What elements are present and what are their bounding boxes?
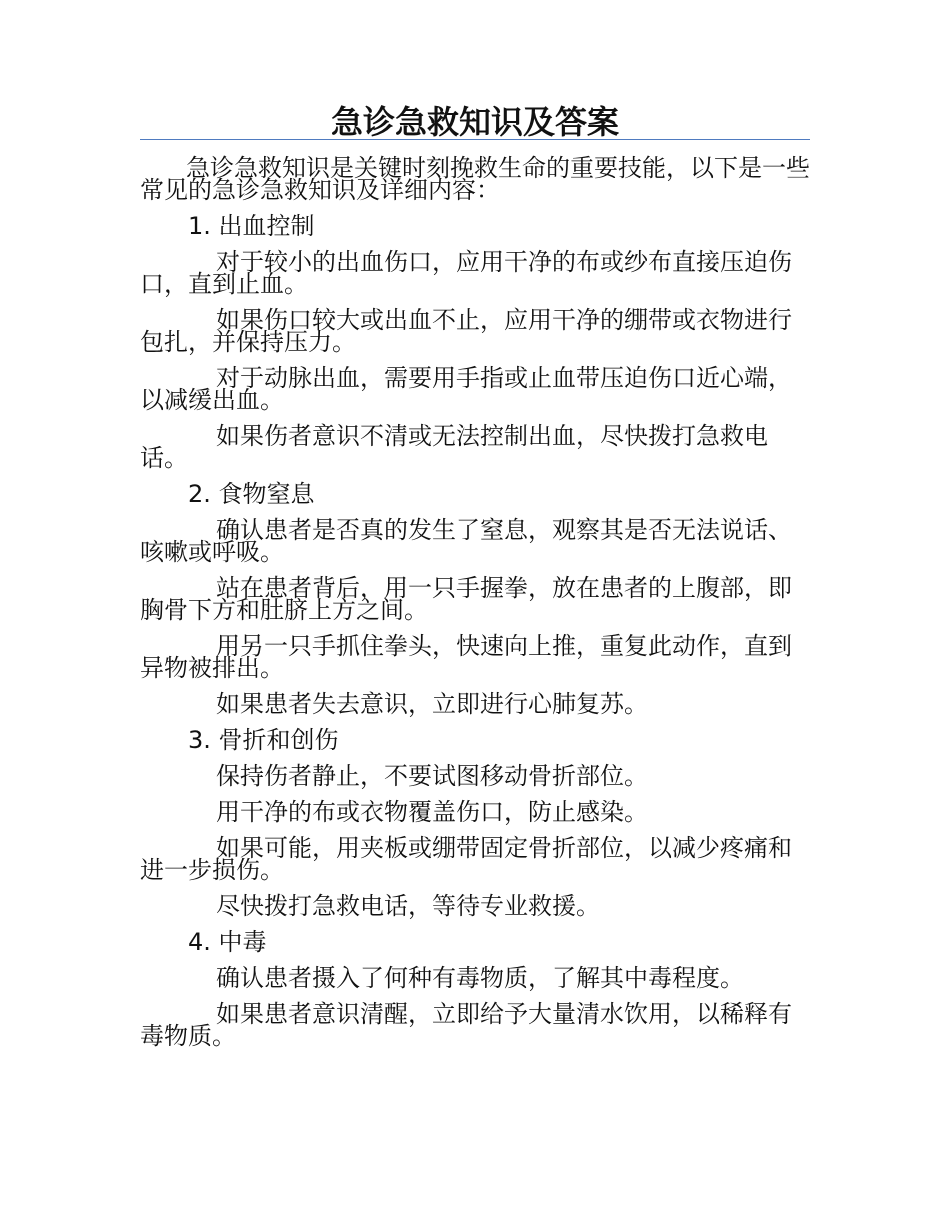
section-heading: 3. 骨折和创伤 [188, 726, 339, 754]
list-item: 对于动脉出血，需要用手指或止血带压迫伤口近心端，以减缓出血。 [140, 364, 792, 414]
list-item: 如果伤者意识不清或无法控制出血，尽快拨打急救电话。 [140, 422, 768, 472]
document-title: 急诊急救知识及答案 [330, 103, 619, 141]
list-item: 如果可能，用夹板或绷带固定骨折部位，以减少疼痛和进一步损伤。 [140, 834, 792, 884]
title-underline [140, 139, 810, 140]
section-heading: 4. 中毒 [188, 928, 267, 956]
list-item: 对于较小的出血伤口，应用干净的布或纱布直接压迫伤口，直到止血。 [140, 248, 792, 298]
list-item: 尽快拨打急救电话，等待专业救援。 [216, 892, 600, 920]
document-body [140, 154, 810, 1061]
list-item: 确认患者是否真的发生了窒息，观察其是否无法说话、咳嗽或呼吸。 [140, 516, 792, 566]
list-item: 用另一只手抓住拳头，快速向上推，重复此动作，直到异物被排出。 [140, 632, 792, 682]
section-heading: 1. 出血控制 [188, 212, 315, 240]
list-item: 用干净的布或衣物覆盖伤口，防止感染。 [216, 798, 648, 826]
intro-paragraph: 急诊急救知识是关键时刻挽救生命的重要技能，以下是一些常见的急诊急救知识及详细内容： [140, 154, 810, 204]
list-item: 站在患者背后，用一只手握拳，放在患者的上腹部，即胸骨下方和肚脐上方之间。 [140, 574, 792, 624]
section-fracture-trauma [140, 726, 810, 920]
list-item: 保持伤者静止，不要试图移动骨折部位。 [216, 762, 648, 790]
list-item: 如果患者意识清醒，立即给予大量清水饮用，以稀释有毒物质。 [140, 1000, 792, 1050]
list-item: 如果患者失去意识，立即进行心肺复苏。 [216, 690, 648, 718]
list-item: 如果伤口较大或出血不止，应用干净的绷带或衣物进行包扎，并保持压力。 [140, 306, 792, 356]
section-poisoning [140, 928, 810, 1050]
list-item: 确认患者摄入了何种有毒物质，了解其中毒程度。 [216, 964, 744, 992]
section-heading: 2. 食物窒息 [188, 480, 315, 508]
section-food-choking [140, 480, 810, 718]
section-bleeding-control [140, 212, 810, 472]
